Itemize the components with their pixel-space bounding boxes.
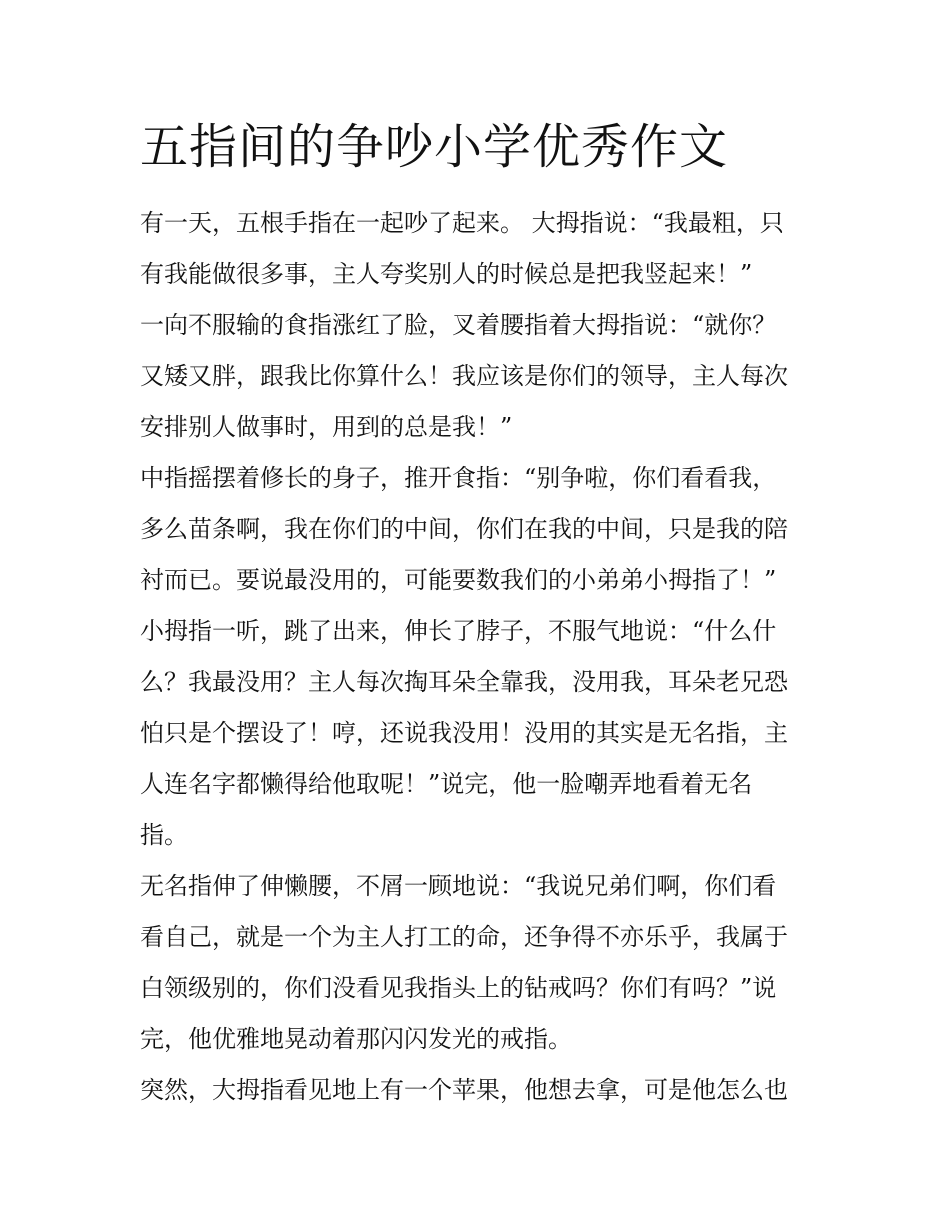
text-line: 白领级别的，你们没看见我指头上的钻戒吗？你们有吗？”说 [140, 974, 777, 1002]
text-line: 衬而已。要说最没用的，可能要数我们的小弟弟小拇指了！” [140, 566, 777, 594]
text-line: 无名指伸了伸懒腰，不屑一顾地说：“我说兄弟们啊，你们看 [140, 872, 777, 900]
text-line: 多么苗条啊，我在你们的中间，你们在我的中间，只是我的陪 [140, 515, 788, 543]
text-line: 一向不服输的食指涨红了脸，叉着腰指着大拇指说：“就你？ [140, 311, 777, 339]
document-title: 五指间的争吵小学优秀作文 [140, 119, 729, 175]
text-line: 安排别人做事时，用到的总是我！” [140, 413, 513, 441]
text-line: 人连名字都懒得给他取呢！”说完，他一脸嘲弄地看着无名 [140, 770, 753, 798]
text-line: 怕只是个摆设了！哼，还说我没用！没用的其实是无名指，主 [140, 719, 788, 747]
text-line: 突然，大拇指看见地上有一个苹果，他想去拿，可是他怎么也 [140, 1076, 788, 1104]
text-line: 有一天，五根手指在一起吵了起来。 大拇指说：“我最粗，只 [140, 209, 784, 237]
text-line: 么？我最没用？主人每次掏耳朵全靠我，没用我，耳朵老兄恐 [140, 668, 788, 696]
text-line: 又矮又胖，跟我比你算什么！我应该是你们的领导，主人每次 [140, 362, 788, 390]
text-line: 小拇指一听，跳了出来，伸长了脖子，不服气地说：“什么什 [140, 617, 777, 645]
text-line: 完，他优雅地晃动着那闪闪发光的戒指。 [140, 1025, 572, 1053]
text-line: 中指摇摆着修长的身子，推开食指：“别争啦，你们看看我， [140, 464, 777, 492]
document-body [140, 203, 820, 1121]
text-line: 有我能做很多事，主人夸奖别人的时候总是把我竖起来！” [140, 260, 753, 288]
text-line: 指。 [140, 821, 188, 849]
text-line: 看自己，就是一个为主人打工的命，还争得不亦乐乎，我属于 [140, 923, 788, 951]
